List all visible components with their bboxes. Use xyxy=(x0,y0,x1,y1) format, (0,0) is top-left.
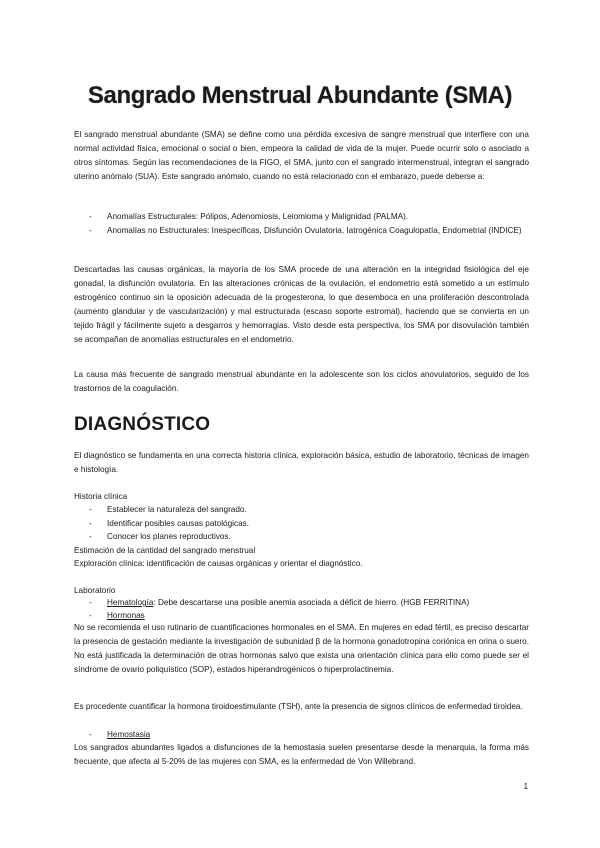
intro-paragraph-1: El sangrado menstrual abundante (SMA) se define como una pérdida excesiva de sangre menstrual que interfiere con una normal actividad física, emocional o social o bien, empeora la calidad de vida de la mujer. Puede ocurrir solo o asociado a otros síntomas. Según las recomendaciones de la FIGO, el SMA, junto con el sangrado intermenstrual, integran el sangrado uterino anómalo (SUA). Este sangrado anómalo, cuando no está relacionado con el embarazo, puede deberse a: xyxy=(74,130,529,181)
historia-list xyxy=(74,503,529,544)
page-number: 1 xyxy=(523,782,528,791)
list-item: - Hemostasia xyxy=(89,730,151,739)
list-item: - Anomalías no Estructurales: Inespecíficas, Disfunción Ovulatoria, Iatrogénica Coagulopatía, Endometrial (INDICE) xyxy=(89,226,522,235)
list-item: - Conocer los planes reproductivos. xyxy=(89,532,231,541)
tsh-paragraph: Es procedente cuantificar la hormona tiroidoestimulante (TSH), ante la presencia de signos clínicos de enfermedad tiroidea. xyxy=(74,702,523,711)
hemostasia-paragraph: Los sangrados abundantes ligados a disfunciones de la hemostasia suelen presentarse desde la menarquia, la forma más frecuente, que afecta al 5-20% de las mujeres con SMA, es la enfermedad de Von Willebrand. xyxy=(74,743,529,766)
page-title: Sangrado Menstrual Abundante (SMA) xyxy=(87,82,513,109)
estimacion-line: Estimación de la cantidad del sangrado menstrual xyxy=(74,546,256,555)
laboratorio-list xyxy=(74,597,529,622)
intro-paragraph-2: Descartadas las causas orgánicas, la mayoría de los SMA procede de una alteración en la integridad fisiológica del eje gonadal, la disfunción ovulatoria. En las alteraciones crónicas de la ovulación, el endometrio está sometido a un estímulo estrogénico continuo sin la oposición adecuada de la progesterona, lo que desemboca en una proliferación descontrolada (aumento glandular y de vascularización) y mal estructurada (escaso soporte estromal), haciendo que se convierta en un tejido frágil y fácilmente sujeto a desgarros y hemorragias. Visto desde esta perspectiva, los SMA por disovulación también se acompañan de anomalías estructurales en el endometrio. xyxy=(74,265,529,344)
list-item: - Establecer la naturaleza del sangrado. xyxy=(89,505,247,514)
hemostasia-label: Hemostasia xyxy=(107,730,151,739)
causes-list xyxy=(74,210,529,238)
laboratorio-label: Laboratorio xyxy=(74,586,116,595)
hematologia-label: Hematología xyxy=(107,598,154,607)
list-item: - Identificar posibles causas patológicas. xyxy=(89,518,249,528)
hemostasia-list xyxy=(74,728,529,742)
list-item: - Hormonas xyxy=(89,610,145,620)
list-item: - Hematología: Debe descartarse una posible anemia asociada a déficit de hierro. (HGB FERRITINA) xyxy=(89,598,470,607)
section-heading-diagnostico: DIAGNÓSTICO xyxy=(74,414,211,435)
list-item: - Anomalías Estructurales: Pólipos, Adenomiosis, Leiomioma y Malignidad (PALMA). xyxy=(89,212,409,221)
hormonas-label: Hormonas xyxy=(107,610,145,620)
intro-paragraph-3: La causa más frecuente de sangrado menstrual abundante en la adolescente son los ciclos anovulatorios, seguido de los trastornos de la coagulación. xyxy=(74,370,529,393)
historia-clinica-label: Historia clínica xyxy=(74,492,128,501)
hormonas-paragraph: No se recomienda el uso rutinario de cuantificaciones hormonales en el SMA. En mujeres en edad fértil, es preciso descartar la presencia de gestación mediante la investigación de subunidad β de la hormona gonadotropina coriónica en orina o suero. No está justificada la determinación de otras hormonas salvo que exista una orientación clínica para ello como puede ser el síndrome de ovario poliquístico (SOP), estados hiperandrogénicos o hiperprolactinemia. xyxy=(74,623,529,674)
diagnostico-paragraph: El diagnóstico se fundamenta en una correcta historia clínica, exploración básica, estudio de laboratorio, técnicas de imagen e histología. xyxy=(74,451,529,474)
exploracion-line: Exploración clínica: identificación de causas orgánicas y orientar el diagnóstico. xyxy=(74,559,363,568)
